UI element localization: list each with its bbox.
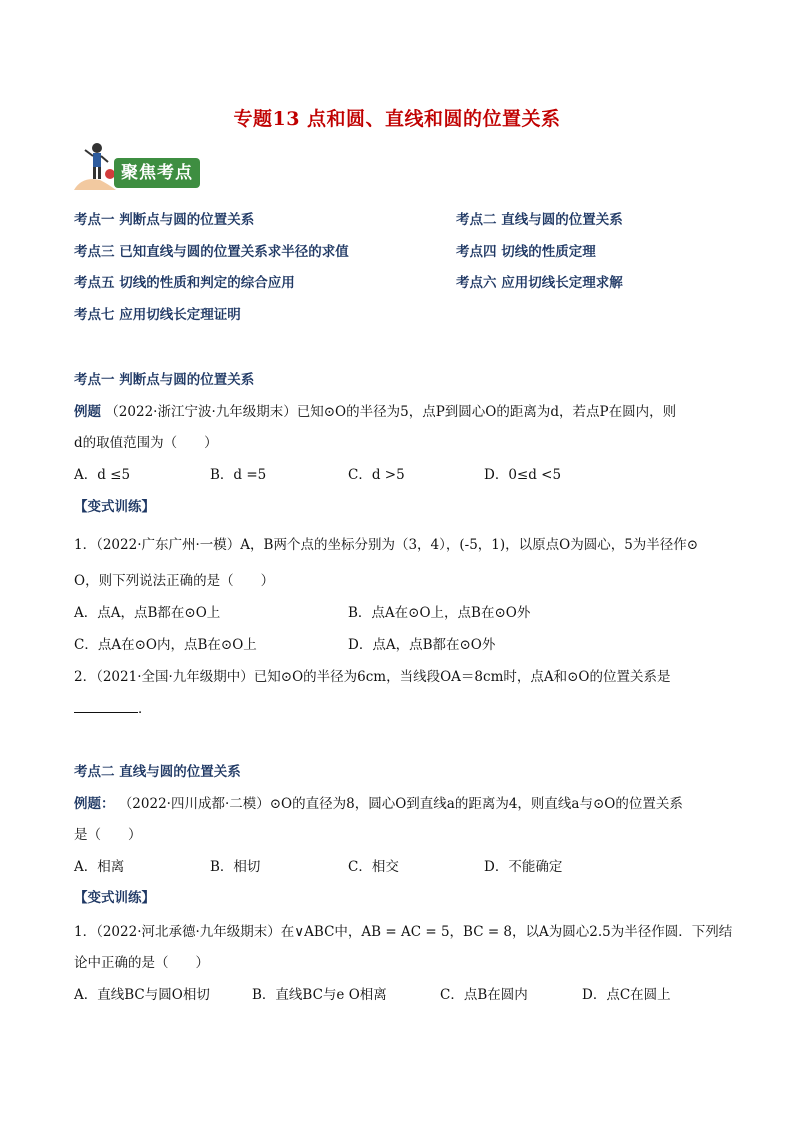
example-1-line-2: d的取值范围为（ ） [74, 435, 218, 451]
example-2-option-c: C．相交 [348, 859, 399, 875]
example-1-line-1 [74, 400, 676, 420]
section-badge [70, 140, 205, 194]
q1-1-option-d: D．点A，点B都在⊙O外 [348, 637, 496, 653]
answer-blank[interactable] [74, 700, 138, 713]
example-label: 例题： [74, 796, 115, 812]
training-label-1: 【变式训练】 [74, 499, 155, 515]
q1-1-option-c: C．点A在⊙O内，点B在⊙O上 [74, 637, 257, 653]
example-1-option-c: C．d >5 [348, 467, 405, 483]
q1-1-line-2: O，则下列说法正确的是（ ） [74, 573, 275, 589]
q2-1-option-a: A．直线BC与圆O相切 [74, 987, 210, 1003]
toc-item-4[interactable]: 考点四 切线的性质定理 [456, 244, 596, 260]
example-1-option-b: B．d =5 [210, 467, 267, 483]
example-label: 例题 [74, 404, 101, 420]
toc-item-1[interactable]: 考点一 判断点与圆的位置关系 [74, 212, 255, 228]
q1-2-line-1: 2．（2021·全国·九年级期中）已知⊙O的半径为6cm，当线段OA＝8cm时，点A和⊙O的位置关系是 [74, 669, 671, 685]
q2-1-line-1: 1．（2022·河北承德·九年级期末）在∨ABC中，AB = AC = 5，BC = 8，以A为圆心2.5为半径作圆．下列结 [74, 924, 733, 940]
example-1-text: （2022·浙江宁波·九年级期末）已知⊙O的半径为5，点P到圆心O的距离为d，若点P在圆内，则 [105, 404, 677, 420]
example-2-line-2: 是（ ） [74, 827, 142, 843]
q1-1-option-a: A．点A，点B都在⊙O上 [74, 605, 221, 621]
toc-item-2[interactable]: 考点二 直线与圆的位置关系 [456, 212, 623, 228]
q1-2-end: ． [138, 701, 152, 717]
section-2-heading: 考点二 直线与圆的位置关系 [74, 764, 241, 780]
example-2-line-1 [74, 792, 683, 812]
example-1-option-a: A．d ≤5 [74, 467, 131, 483]
toc-item-3[interactable]: 考点三 已知直线与圆的位置关系求半径的求值 [74, 244, 349, 260]
badge-label: 聚焦考点 [114, 158, 200, 188]
q2-1-option-d: D．点C在圆上 [582, 987, 671, 1003]
section-1-heading: 考点一 判断点与圆的位置关系 [74, 372, 255, 388]
example-2-option-d: D．不能确定 [484, 859, 563, 875]
training-label-2: 【变式训练】 [74, 890, 155, 906]
q1-1-option-b: B．点A在⊙O上，点B在⊙O外 [348, 605, 531, 621]
example-2-option-b: B．相切 [210, 859, 261, 875]
q2-1-option-b: B．直线BC与e O相离 [252, 987, 387, 1003]
example-1-option-d: D．0≤d <5 [484, 467, 562, 483]
q2-1-line-2: 论中正确的是（ ） [74, 955, 209, 971]
q1-2-line-2 [74, 697, 152, 717]
q1-1-line-1: 1．（2022·广东广州·一模）A，B两个点的坐标分别为（3，4），(-5，1)，以原点O为圆心，5为半径作⊙ [74, 537, 699, 553]
q2-1-option-c: C．点B在圆内 [440, 987, 528, 1003]
toc-item-6[interactable]: 考点六 应用切线长定理求解 [456, 275, 623, 291]
page-title: 专题13 点和圆、直线和圆的位置关系 [233, 108, 561, 130]
example-2-text: （2022·四川成都·二模）⊙O的直径为8，圆心O到直线a的距离为4，则直线a与⊙O的位置关系 [118, 796, 683, 812]
student-figure-icon [70, 140, 120, 194]
toc-item-5[interactable]: 考点五 切线的性质和判定的综合应用 [74, 275, 295, 291]
toc-item-7[interactable]: 考点七 应用切线长定理证明 [74, 307, 241, 323]
example-2-option-a: A．相离 [74, 859, 125, 875]
